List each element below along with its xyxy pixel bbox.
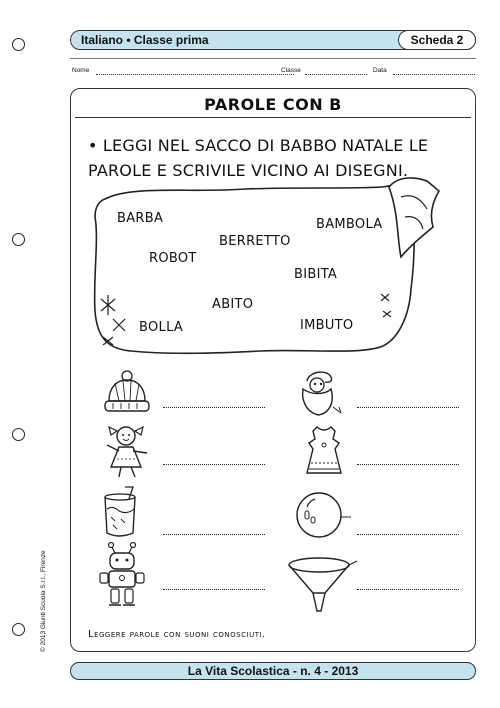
binder-hole-middle-top bbox=[12, 233, 25, 246]
binder-hole-middle-bottom bbox=[12, 428, 25, 441]
drink-icon bbox=[99, 485, 145, 539]
answer-line-hat[interactable] bbox=[163, 407, 265, 408]
bubble-icon bbox=[293, 489, 353, 543]
answer-line-doll[interactable] bbox=[163, 464, 265, 465]
word-bolla: BOLLA bbox=[139, 320, 184, 335]
robot-icon bbox=[97, 541, 147, 609]
class-label: Classe bbox=[281, 67, 301, 74]
answer-line-funnel[interactable] bbox=[357, 589, 459, 590]
worksheet-card bbox=[70, 88, 476, 652]
binder-hole-top bbox=[12, 38, 25, 51]
subject-label: Italiano • Classe prima bbox=[81, 33, 209, 47]
copyright-notice: © 2013 Giunti Scuola S.r.l., Firenze bbox=[40, 550, 47, 652]
dress-icon bbox=[297, 423, 351, 479]
answer-line-robot[interactable] bbox=[163, 589, 265, 590]
beard-icon bbox=[295, 367, 351, 419]
name-label: Nome bbox=[72, 67, 90, 74]
word-abito: ABITO bbox=[212, 297, 254, 312]
binder-hole-bottom bbox=[12, 623, 25, 636]
word-berretto: BERRETTO bbox=[219, 234, 291, 249]
student-info-row bbox=[72, 67, 476, 79]
date-label: Data bbox=[373, 67, 387, 74]
header-rule bbox=[70, 58, 476, 59]
word-bambola: BAMBOLA bbox=[316, 217, 383, 232]
word-robot: ROBOT bbox=[149, 251, 197, 266]
date-field[interactable] bbox=[393, 67, 475, 75]
word-barba: BARBA bbox=[117, 211, 164, 226]
word-bibita: BIBITA bbox=[294, 267, 338, 282]
answer-line-beard[interactable] bbox=[357, 407, 459, 408]
name-field[interactable] bbox=[96, 67, 294, 75]
funnel-icon bbox=[283, 555, 359, 615]
doll-icon bbox=[97, 423, 155, 479]
word-imbuto: IMBUTO bbox=[300, 318, 354, 333]
answer-line-bubble[interactable] bbox=[357, 534, 459, 535]
answer-line-dress[interactable] bbox=[357, 464, 459, 465]
sheet-number: Scheda 2 bbox=[398, 30, 476, 50]
hat-icon bbox=[99, 369, 155, 415]
learning-objective: Leggere parole con suoni conosciuti. bbox=[88, 629, 266, 640]
page-title: PAROLE CON B bbox=[204, 95, 342, 114]
header-bar bbox=[70, 30, 476, 50]
class-field[interactable] bbox=[305, 67, 367, 75]
instruction-text: • LEGGI NEL SACCO DI BABBO NATALE LE PAROLE E SCRIVILE VICINO AI DISEGNI. bbox=[88, 136, 429, 180]
answer-line-drink[interactable] bbox=[163, 534, 265, 535]
footer-bar: La Vita Scolastica - n. 4 - 2013 bbox=[70, 662, 476, 680]
